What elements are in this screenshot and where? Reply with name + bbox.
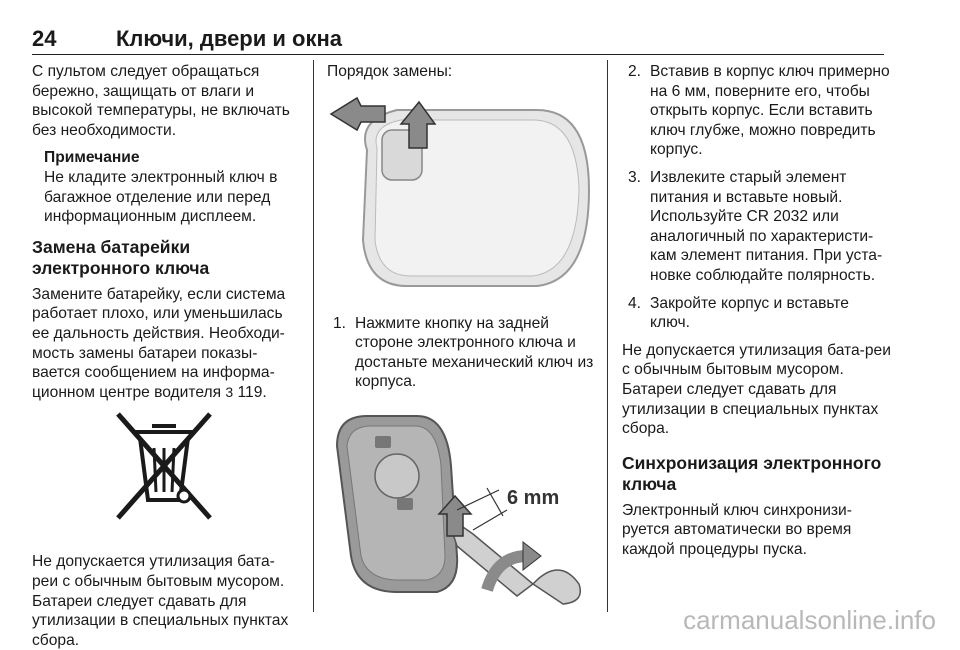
crossed-out-wheelie-bin-icon (32, 412, 300, 532)
battery-paragraph (32, 285, 300, 403)
intro-paragraph: С пультом следует обращаться бережно, защищать от влаги и высокой температуры, не включать без необходимости. (32, 63, 290, 139)
step-3 (622, 168, 892, 286)
page-reference-link[interactable]: 119. (237, 383, 267, 401)
column-1 (32, 62, 300, 650)
step-2-text: Вставив в корпус ключ примерно на 6 мм, поверните его, чтобы открыть корпус. Если вставить ключ глубже, можно повредить корпус. (650, 63, 890, 159)
disposal-paragraph: Не допускается утилизация бата-реи с обычным бытовым мусором. Батареи следует сдавать для утилизации в специальных пунктах сбора. (32, 553, 289, 649)
dimension-label: 6 mm (507, 486, 560, 509)
column-2 (327, 62, 595, 606)
page-title: Ключи, двери и окна (116, 26, 342, 51)
step-4-text: Закройте корпус и вставьте ключ. (650, 294, 849, 332)
page-reference-arrow-icon: 3 (225, 383, 234, 400)
procedure-intro: Порядок замены: (327, 63, 453, 80)
note-title: Примечание (44, 149, 140, 167)
step-4 (622, 294, 892, 333)
step-1-text: Нажмите кнопку на задней стороне электронного ключа и достаньте механический ключ из корпуса. (355, 314, 594, 391)
step-1-number: 1. (333, 314, 347, 332)
sync-paragraph: Электронный ключ синхронизи-руется автоматически во время каждой процедуры пуска. (622, 501, 852, 558)
watermark: carmanualsonline.info (683, 605, 936, 635)
battery-paragraph-text: Замените батарейку, если система работает плохо, или уменьшилась ее дальность действия. Необходи-мость замены батареи показы-вается сообщением на информа-ционном центре водителя (32, 285, 286, 401)
key-fob-rear-illustration (327, 90, 595, 300)
page-number: 24 (32, 26, 57, 51)
disposal-paragraph-2: Не допускается утилизация бата-реи с обычным бытовым мусором. Батареи следует сдавать для утилизации в специальных пунктах сбора. (622, 341, 891, 438)
column-3 (622, 62, 892, 559)
step-1 (327, 314, 595, 392)
sync-heading: Синхронизация электронного ключа (622, 452, 882, 494)
column-divider-2 (607, 60, 608, 612)
step-2 (622, 62, 892, 160)
step-3-number: 3. (628, 168, 642, 186)
page-header (32, 26, 884, 55)
column-divider-1 (313, 60, 314, 612)
key-opening-illustration (327, 406, 595, 606)
step-4-number: 4. (628, 294, 642, 312)
note-text: Не кладите электронный ключ в багажное отделение или перед информационным дисплеем. (44, 168, 278, 226)
battery-replacement-heading: Замена батарейки электронного ключа (32, 236, 210, 278)
step-3-text: Извлеките старый элемент питания и вставьте новый. Используйте CR 2032 или аналогичный по характеристи-кам элемент питания. При уста-новке соблюдайте полярность. (650, 168, 883, 284)
step-2-number: 2. (628, 63, 642, 80)
